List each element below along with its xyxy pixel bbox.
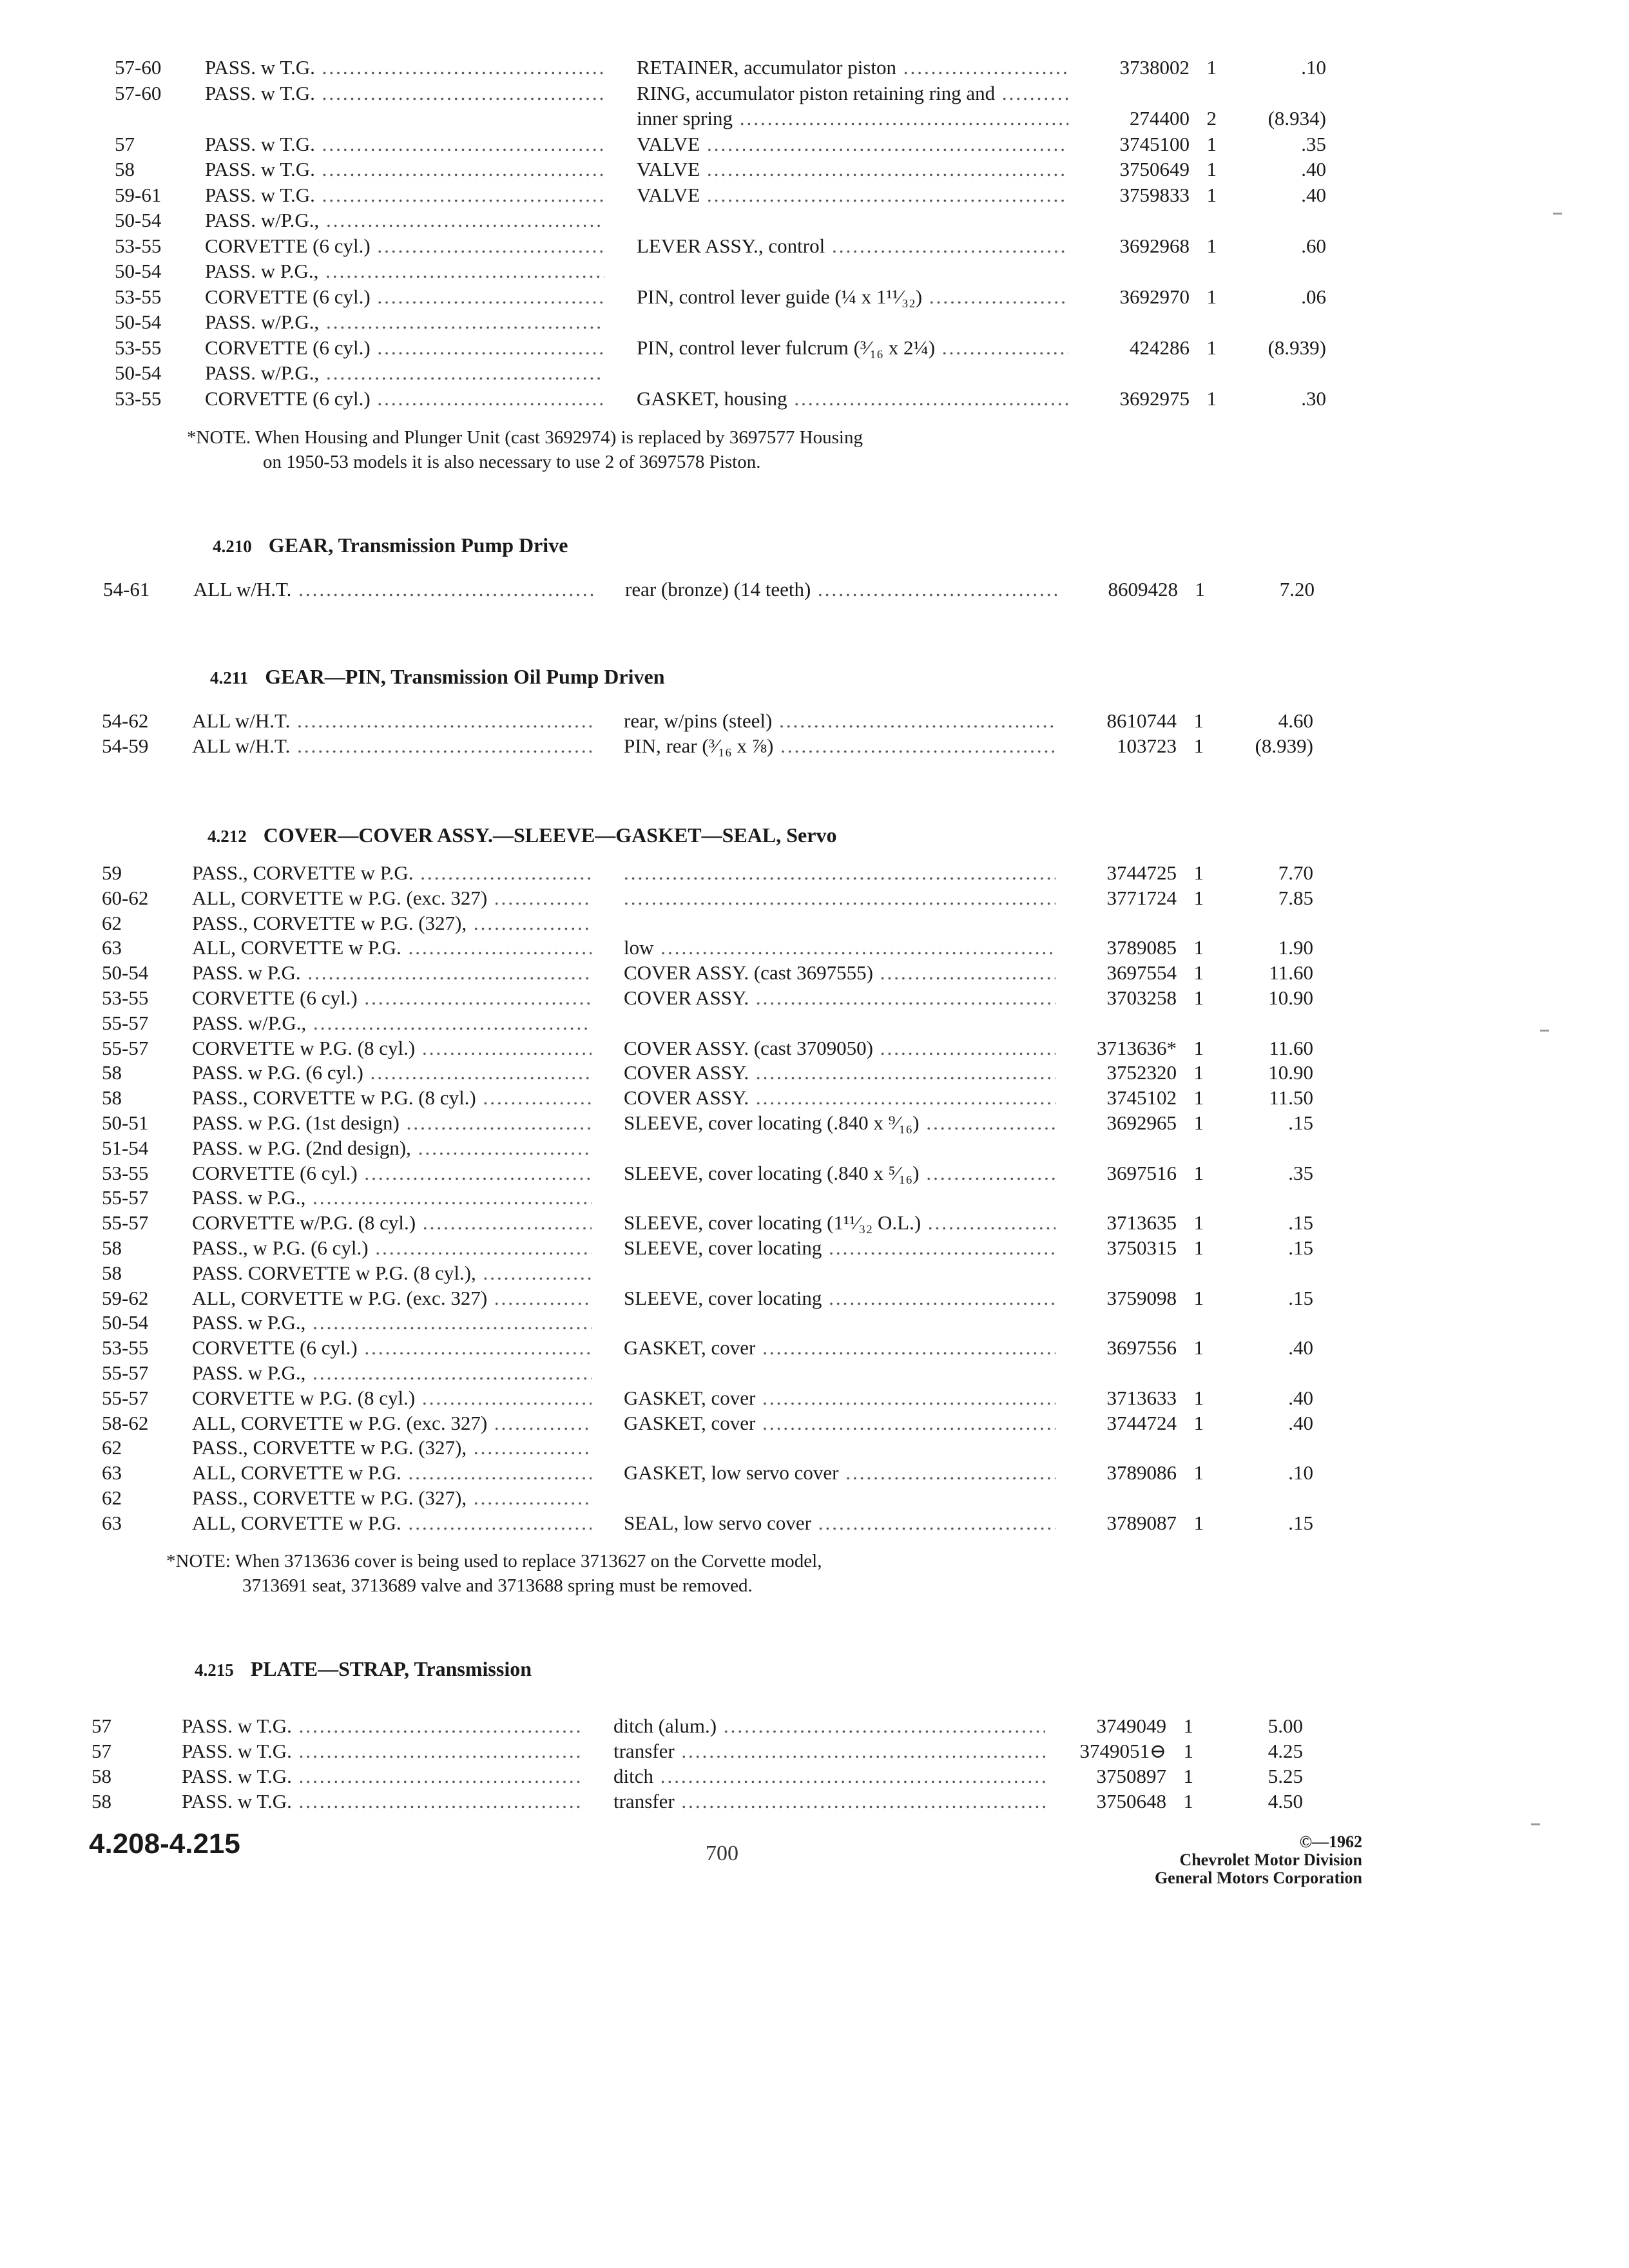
- price: 10.90: [1268, 986, 1313, 1009]
- description: RETAINER, accumulator piston .....: [637, 55, 1068, 80]
- application: PASS. w P.G. (1st design) .....: [192, 1111, 592, 1135]
- model-years: 54-59: [102, 735, 149, 757]
- application: PASS. w P.G., .....: [192, 1361, 592, 1385]
- quantity: 1: [1206, 56, 1217, 79]
- part-number: 3789086: [1106, 1461, 1177, 1485]
- description: SEAL, low servo cover .....: [624, 1511, 1055, 1535]
- price: 7.20: [1279, 578, 1315, 601]
- price: 4.60: [1278, 709, 1313, 732]
- price: 5.00: [1268, 1715, 1303, 1737]
- quantity: 1: [1193, 1386, 1204, 1409]
- quantity: 2: [1206, 107, 1217, 130]
- scan-speck: [1553, 213, 1562, 215]
- application: PASS. w P.G. (2nd design), .....: [192, 1136, 592, 1160]
- quantity: 1: [1206, 132, 1217, 155]
- application: PASS. w P.G. .....: [192, 961, 592, 985]
- description: ditch .....: [613, 1764, 1045, 1789]
- part-number: 3750649: [1119, 158, 1190, 180]
- price: .40: [1288, 1386, 1313, 1409]
- section-title: PLATE—STRAP, Transmission: [250, 1657, 532, 1680]
- description: low .....: [624, 936, 1055, 960]
- model-years: 50-54: [102, 961, 149, 985]
- application: ALL, CORVETTE w P.G. (exc. 327) .....: [192, 1411, 592, 1436]
- application: PASS., CORVETTE w P.G. (327), .....: [192, 911, 592, 936]
- servo-note-line2: 3713691 seat, 3713689 valve and 3713688 spring must be removed.: [242, 1575, 753, 1596]
- part-number: 8610744: [1106, 709, 1177, 732]
- description: rear (bronze) (14 teeth) .....: [625, 577, 1057, 602]
- description: GASKET, housing .....: [637, 387, 1068, 411]
- application: PASS. w/P.G., .....: [192, 1011, 592, 1035]
- part-number: 3750897: [1096, 1765, 1166, 1787]
- model-years: 54-62: [102, 709, 149, 732]
- part-number: 3749051⊖: [1079, 1740, 1166, 1762]
- model-years: 57-60: [115, 56, 162, 79]
- application: PASS. w T.G. .....: [182, 1789, 581, 1814]
- application: PASS. w T.G. .....: [205, 55, 604, 80]
- part-number: 3749049: [1096, 1715, 1166, 1737]
- description: rear, w/pins (steel) .....: [624, 709, 1055, 733]
- part-number: 3789087: [1106, 1511, 1177, 1534]
- application: ALL, CORVETTE w P.G. (exc. 327) .....: [192, 886, 592, 910]
- price: 7.85: [1278, 886, 1313, 909]
- quantity: 1: [1206, 183, 1217, 206]
- quantity: 1: [1193, 886, 1204, 909]
- application: CORVETTE (6 cyl.) .....: [192, 986, 592, 1010]
- model-years: 53-55: [102, 1161, 149, 1184]
- application: PASS. w T.G. .....: [182, 1764, 581, 1789]
- top-note-line1: *NOTE. When Housing and Plunger Unit (cast 3692974) is replaced by 3697577 Housing: [187, 427, 863, 448]
- part-number: 3750648: [1096, 1790, 1166, 1812]
- description: COVER ASSY. .....: [624, 1061, 1055, 1085]
- quantity: 1: [1206, 158, 1217, 180]
- application: PASS., w P.G. (6 cyl.) .....: [192, 1236, 592, 1260]
- quantity: 1: [1193, 1511, 1204, 1534]
- part-number: 3752320: [1106, 1061, 1177, 1084]
- part-number: 3744724: [1106, 1411, 1177, 1434]
- model-years: 58: [102, 1236, 122, 1259]
- application: PASS. w/P.G., .....: [205, 310, 604, 334]
- application: PASS. w P.G., .....: [205, 259, 604, 284]
- top-note-line2: on 1950-53 models it is also necessary to use 2 of 3697578 Piston.: [263, 452, 761, 472]
- model-years: 58: [102, 1086, 122, 1110]
- part-number: 3703258: [1106, 986, 1177, 1009]
- price: .40: [1301, 183, 1326, 206]
- application: PASS. w P.G., .....: [192, 1186, 592, 1210]
- description: COVER ASSY. .....: [624, 1086, 1055, 1110]
- quantity: 1: [1206, 336, 1217, 359]
- servo-note: [166, 1549, 822, 1598]
- application: ALL w/H.T. .....: [193, 577, 593, 602]
- part-number: 3692965: [1106, 1111, 1177, 1134]
- quantity: 1: [1206, 234, 1217, 257]
- model-years: 50-51: [102, 1111, 149, 1134]
- application: CORVETTE (6 cyl.) .....: [205, 387, 604, 411]
- model-years: 55-57: [102, 1386, 149, 1409]
- model-years: 55-57: [102, 1211, 149, 1235]
- application: ALL w/H.T. .....: [192, 734, 592, 758]
- application: PASS. w/P.G., .....: [205, 361, 604, 385]
- section-heading-4215: [195, 1657, 532, 1681]
- application: ALL, CORVETTE w P.G. .....: [192, 936, 592, 960]
- application: PASS., CORVETTE w P.G. .....: [192, 861, 592, 885]
- application: PASS. w T.G. .....: [182, 1739, 581, 1763]
- section-heading-4210: [213, 533, 568, 557]
- application: CORVETTE (6 cyl.) .....: [205, 336, 604, 360]
- description: COVER ASSY. (cast 3709050) .....: [624, 1036, 1055, 1061]
- part-number: 3759098: [1106, 1286, 1177, 1309]
- quantity: 1: [1193, 1236, 1204, 1259]
- application: PASS. w/P.G., .....: [205, 208, 604, 233]
- model-years: 63: [102, 936, 122, 959]
- application: ALL, CORVETTE w P.G. .....: [192, 1461, 592, 1485]
- model-years: 57: [92, 1740, 111, 1762]
- price: .06: [1301, 285, 1326, 308]
- model-years: 58: [92, 1765, 111, 1787]
- model-years: 62: [102, 1436, 122, 1459]
- model-years: 55-57: [102, 1186, 149, 1209]
- part-number: 103723: [1117, 735, 1177, 757]
- description: SLEEVE, cover locating (.840 x ⁹⁄₁₆) .....: [624, 1111, 1055, 1135]
- part-number: 274400: [1130, 107, 1190, 130]
- model-years: 53-55: [115, 387, 162, 410]
- part-number: 3750315: [1106, 1236, 1177, 1259]
- corporation: General Motors Corporation: [1154, 1869, 1362, 1887]
- application: CORVETTE w P.G. (8 cyl.) .....: [192, 1036, 592, 1061]
- model-years: 55-57: [102, 1011, 149, 1034]
- publisher-block: [1155, 1833, 1362, 1887]
- quantity: 1: [1183, 1740, 1193, 1762]
- application: PASS. w P.G., .....: [192, 1311, 592, 1335]
- price: 11.60: [1269, 961, 1313, 985]
- model-years: 58: [102, 1061, 122, 1084]
- model-years: 62: [102, 1486, 122, 1509]
- quantity: 1: [1193, 1161, 1204, 1184]
- application: PASS., CORVETTE w P.G. (327), .....: [192, 1486, 592, 1510]
- part-number: 3759833: [1119, 183, 1190, 206]
- quantity: 1: [1193, 1036, 1204, 1059]
- scan-speck: [1540, 1030, 1549, 1032]
- part-number: 3745102: [1106, 1086, 1177, 1110]
- model-years: 53-55: [115, 234, 162, 257]
- model-years: 54-61: [103, 578, 150, 601]
- section-number: 4.212: [207, 827, 247, 846]
- price: .15: [1288, 1111, 1313, 1134]
- section-heading-4212: [207, 823, 836, 847]
- price: (8.939): [1268, 336, 1326, 359]
- part-number: 424286: [1130, 336, 1190, 359]
- application: PASS. w T.G. .....: [205, 183, 604, 207]
- price: .35: [1301, 132, 1326, 155]
- description: SLEEVE, cover locating .....: [624, 1286, 1055, 1311]
- application: PASS. w T.G. .....: [205, 132, 604, 157]
- model-years: 53-55: [102, 1336, 149, 1360]
- price: 4.50: [1268, 1790, 1303, 1812]
- description: GASKET, cover .....: [624, 1386, 1055, 1410]
- price: 7.70: [1278, 861, 1313, 884]
- description: SLEEVE, cover locating .....: [624, 1236, 1055, 1260]
- quantity: 1: [1193, 1336, 1204, 1360]
- application: PASS. w T.G. .....: [205, 157, 604, 182]
- servo-note-line1: *NOTE: When 3713636 cover is being used to replace 3713627 on the Corvette model,: [166, 1551, 822, 1571]
- price: .10: [1301, 56, 1326, 79]
- quantity: 1: [1193, 735, 1204, 757]
- application: CORVETTE (6 cyl.) .....: [205, 234, 604, 258]
- price: .15: [1288, 1211, 1313, 1235]
- price: .15: [1288, 1286, 1313, 1309]
- description: COVER ASSY. .....: [624, 986, 1055, 1010]
- description: PIN, control lever fulcrum (³⁄₁₆ x 2¼) .....: [637, 336, 1068, 360]
- section-title: GEAR—PIN, Transmission Oil Pump Driven: [265, 665, 665, 688]
- description: inner spring .....: [637, 106, 1068, 131]
- description: SLEEVE, cover locating (.840 x ⁵⁄₁₆) .....: [624, 1161, 1055, 1186]
- description: ditch (alum.) .....: [613, 1714, 1045, 1738]
- description: GASKET, cover .....: [624, 1411, 1055, 1436]
- quantity: 1: [1183, 1765, 1193, 1787]
- part-number: 3738002: [1119, 56, 1190, 79]
- price: 5.25: [1268, 1765, 1303, 1787]
- scan-speck: [1531, 1823, 1540, 1825]
- application: CORVETTE (6 cyl.) .....: [192, 1336, 592, 1360]
- application: PASS., CORVETTE w P.G. (327), .....: [192, 1436, 592, 1460]
- quantity: 1: [1193, 1461, 1204, 1485]
- section-number: 4.215: [195, 1660, 234, 1680]
- quantity: 1: [1206, 285, 1217, 308]
- part-number: 3692968: [1119, 234, 1190, 257]
- quantity: 1: [1193, 1286, 1204, 1309]
- division: Chevrolet Motor Division: [1179, 1850, 1362, 1869]
- description: LEVER ASSY., control .....: [637, 234, 1068, 258]
- part-number: 3771724: [1106, 886, 1177, 909]
- model-years: 55-57: [102, 1361, 149, 1384]
- quantity: 1: [1183, 1790, 1193, 1812]
- quantity: 1: [1193, 936, 1204, 959]
- price: .30: [1301, 387, 1326, 410]
- application: CORVETTE w P.G. (8 cyl.) .....: [192, 1386, 592, 1410]
- model-years: 57: [92, 1715, 111, 1737]
- part-number: 3745100: [1119, 132, 1190, 155]
- model-years: 63: [102, 1511, 122, 1534]
- description: VALVE .....: [637, 157, 1068, 182]
- quantity: 1: [1195, 578, 1205, 601]
- part-number: 8609428: [1108, 578, 1178, 601]
- part-number: 3789085: [1106, 936, 1177, 959]
- application: PASS. w P.G. (6 cyl.) .....: [192, 1061, 592, 1085]
- model-years: 63: [102, 1461, 122, 1485]
- quantity: 1: [1193, 1086, 1204, 1110]
- model-years: 50-54: [115, 361, 162, 384]
- model-years: 58: [92, 1790, 111, 1812]
- price: .40: [1288, 1336, 1313, 1360]
- quantity: 1: [1193, 709, 1204, 732]
- quantity: 1: [1193, 1411, 1204, 1434]
- section-title: COVER—COVER ASSY.—SLEEVE—GASKET—SEAL, Servo: [263, 823, 837, 847]
- part-number: 3692970: [1119, 285, 1190, 308]
- price: (8.939): [1255, 735, 1313, 757]
- price: 10.90: [1268, 1061, 1313, 1084]
- model-years: 51-54: [102, 1136, 149, 1159]
- price: 11.50: [1269, 1086, 1313, 1110]
- description: PIN, control lever guide (¼ x 1¹¹⁄₃₂) .....: [637, 285, 1068, 309]
- section-title: GEAR, Transmission Pump Drive: [268, 533, 568, 557]
- part-number: 3697556: [1106, 1336, 1177, 1360]
- quantity: 1: [1193, 861, 1204, 884]
- model-years: 59: [102, 861, 122, 884]
- model-years: 57-60: [115, 81, 162, 104]
- description: GASKET, low servo cover .....: [624, 1461, 1055, 1485]
- page-number: 700: [706, 1841, 738, 1865]
- quantity: 1: [1193, 1061, 1204, 1084]
- model-years: 60-62: [102, 886, 149, 909]
- model-years: 59-61: [115, 183, 162, 206]
- part-number: 3713633: [1106, 1386, 1177, 1409]
- application: ALL w/H.T. .....: [192, 709, 592, 733]
- application: CORVETTE w/P.G. (8 cyl.) .....: [192, 1211, 592, 1235]
- model-years: 53-55: [115, 336, 162, 359]
- price: .40: [1288, 1411, 1313, 1434]
- section-heading-4211: [210, 665, 664, 689]
- model-years: 53-55: [102, 986, 149, 1009]
- price: .40: [1301, 158, 1326, 180]
- price: .10: [1288, 1461, 1313, 1485]
- price: 11.60: [1269, 1036, 1313, 1059]
- quantity: 1: [1193, 961, 1204, 985]
- model-years: 58: [115, 158, 135, 180]
- model-years: 50-54: [115, 209, 162, 231]
- price: 4.25: [1268, 1740, 1303, 1762]
- application: PASS. w T.G. .....: [205, 81, 604, 106]
- quantity: 1: [1193, 1111, 1204, 1134]
- part-number: 3713635: [1106, 1211, 1177, 1235]
- application: ALL, CORVETTE w P.G. (exc. 327) .....: [192, 1286, 592, 1311]
- description: VALVE .....: [637, 183, 1068, 207]
- price: (8.934): [1268, 107, 1326, 130]
- model-years: 53-55: [115, 285, 162, 308]
- description: COVER ASSY. (cast 3697555) .....: [624, 961, 1055, 985]
- model-years: 62: [102, 911, 122, 934]
- price: 1.90: [1278, 936, 1313, 959]
- application: PASS. CORVETTE w P.G. (8 cyl.), .....: [192, 1261, 592, 1285]
- model-years: 58: [102, 1261, 122, 1284]
- application: ALL, CORVETTE w P.G. .....: [192, 1511, 592, 1535]
- quantity: 1: [1206, 387, 1217, 410]
- model-years: 50-54: [102, 1311, 149, 1334]
- description: [624, 886, 1055, 910]
- section-range: 4.208-4.215: [89, 1828, 240, 1860]
- part-number: 3697516: [1106, 1161, 1177, 1184]
- model-years: 58-62: [102, 1411, 149, 1434]
- quantity: 1: [1193, 1211, 1204, 1235]
- description: SLEEVE, cover locating (1¹¹⁄₃₂ O.L.) .....: [624, 1211, 1055, 1235]
- description: transfer .....: [613, 1789, 1045, 1814]
- model-years: 59-62: [102, 1286, 149, 1309]
- price: .15: [1288, 1511, 1313, 1534]
- model-years: 57: [115, 132, 135, 155]
- description: GASKET, cover .....: [624, 1336, 1055, 1360]
- model-years: 50-54: [115, 260, 162, 282]
- application: PASS., CORVETTE w P.G. (8 cyl.) .....: [192, 1086, 592, 1110]
- description: [624, 861, 1055, 885]
- price: .60: [1301, 234, 1326, 257]
- application: CORVETTE (6 cyl.) .....: [192, 1161, 592, 1186]
- quantity: 1: [1193, 986, 1204, 1009]
- quantity: 1: [1183, 1715, 1193, 1737]
- part-number: 3744725: [1106, 861, 1177, 884]
- copyright: ©—1962: [1299, 1832, 1362, 1851]
- section-number: 4.210: [213, 537, 252, 556]
- description: transfer .....: [613, 1739, 1045, 1763]
- application: CORVETTE (6 cyl.) .....: [205, 285, 604, 309]
- top-note: [187, 425, 863, 474]
- price: .15: [1288, 1236, 1313, 1259]
- description: VALVE .....: [637, 132, 1068, 157]
- price: .35: [1288, 1161, 1313, 1184]
- section-number: 4.211: [210, 668, 249, 687]
- part-number: 3697554: [1106, 961, 1177, 985]
- model-years: 50-54: [115, 311, 162, 333]
- description: PIN, rear (³⁄₁₆ x ⅞) .....: [624, 734, 1055, 758]
- application: PASS. w T.G. .....: [182, 1714, 581, 1738]
- part-number: 3713636*: [1097, 1036, 1177, 1059]
- description: RING, accumulator piston retaining ring and .....: [637, 81, 1068, 106]
- part-number: 3692975: [1119, 387, 1190, 410]
- model-years: 55-57: [102, 1036, 149, 1059]
